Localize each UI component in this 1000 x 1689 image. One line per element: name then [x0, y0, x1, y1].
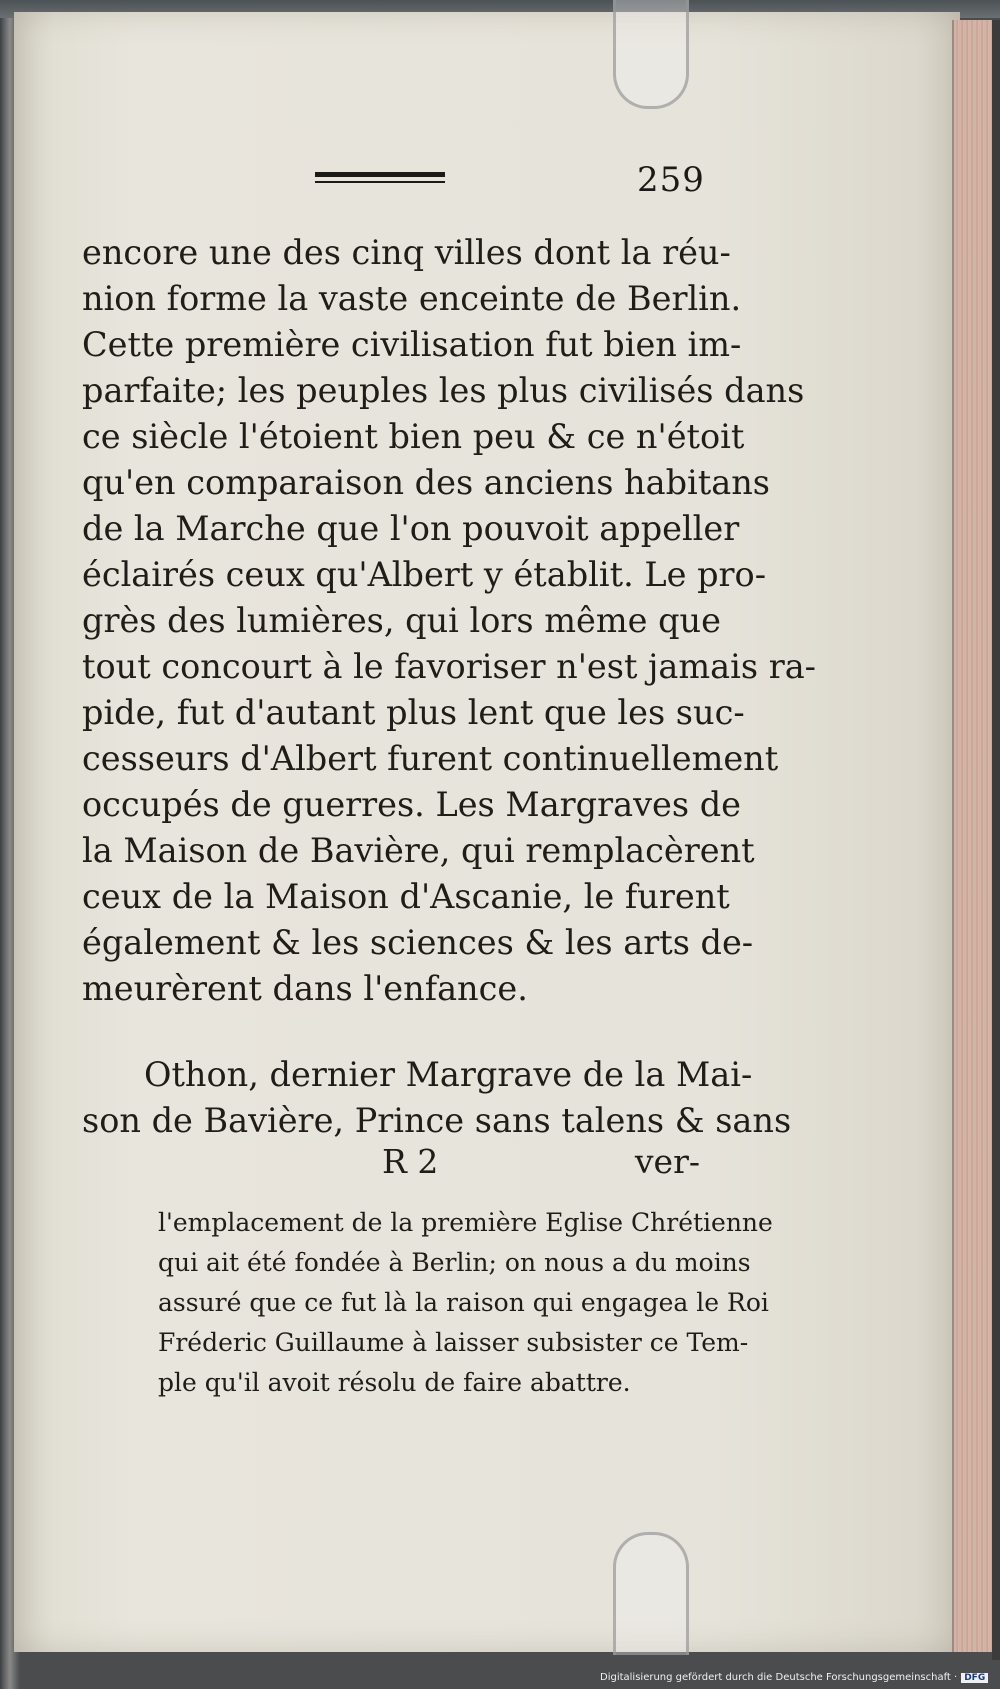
text-line: de la Marche que l'on pouvoit appeller — [82, 509, 740, 548]
footnote-line: ple qu'il avoit résolu de faire abattre. — [158, 1368, 631, 1397]
text-line: également & les sciences & les arts de- — [82, 923, 754, 962]
footnote — [158, 1203, 773, 1403]
footnote-line: l'emplacement de la première Eglise Chrétienne — [158, 1208, 773, 1237]
page-number: 259 — [637, 160, 705, 200]
paragraph-2 — [82, 1052, 792, 1144]
text-line: éclairés ceux qu'Albert y établit. Le pro- — [82, 555, 767, 594]
text-line: meurèrent dans l'enfance. — [82, 969, 528, 1008]
text-line: son de Bavière, Prince sans talens & sans — [82, 1101, 792, 1140]
body-text — [82, 230, 817, 1144]
text-line: encore une des cinq villes dont la réu- — [82, 233, 731, 272]
text-line: pide, fut d'autant plus lent que les suc- — [82, 693, 745, 732]
page-clip-top — [613, 0, 689, 109]
page-clip-bottom — [613, 1532, 689, 1655]
catchword: ver- — [634, 1142, 700, 1181]
text-line: cesseurs d'Albert furent continuellement — [82, 739, 779, 778]
paragraph-gap — [82, 1012, 700, 1052]
footnote-line: Fréderic Guillaume à laisser subsister ce Tem- — [158, 1328, 749, 1357]
signature-mark: R 2 — [382, 1142, 439, 1181]
text-line: occupés de guerres. Les Margraves de — [82, 785, 741, 824]
digitization-credit — [600, 1672, 988, 1683]
footnote-line: qui ait été fondée à Berlin; on nous a du moins — [158, 1248, 751, 1277]
text-line: Othon, dernier Margrave de la Mai- — [144, 1055, 753, 1094]
credit-text: Digitalisierung gefördert durch die Deutsche Forschungsgemeinschaft · — [600, 1672, 958, 1683]
footnote-line: assuré que ce fut là la raison qui engagea le Roi — [158, 1288, 769, 1317]
text-line: la Maison de Bavière, qui remplacèrent — [82, 831, 755, 870]
dfg-logo: DFG — [961, 1673, 988, 1683]
scanner-edge — [992, 20, 1000, 1660]
text-line: qu'en comparaison des anciens habitans — [82, 463, 770, 502]
text-line: ceux de la Maison d'Ascanie, le furent — [82, 877, 730, 916]
text-line: Cette première civilisation fut bien im- — [82, 325, 742, 364]
text-line: parfaite; les peuples les plus civilisés dans — [82, 371, 805, 410]
text-line: grès des lumières, qui lors même que — [82, 601, 721, 640]
paragraph-1 — [82, 230, 817, 1012]
header-rule — [315, 172, 445, 183]
text-line: ce siècle l'étoient bien peu & ce n'étoit — [82, 417, 745, 456]
text-line: nion forme la vaste enceinte de Berlin. — [82, 279, 742, 318]
text-line: tout concourt à le favoriser n'est jamais ra- — [82, 647, 817, 686]
page-fore-edge — [952, 20, 996, 1652]
